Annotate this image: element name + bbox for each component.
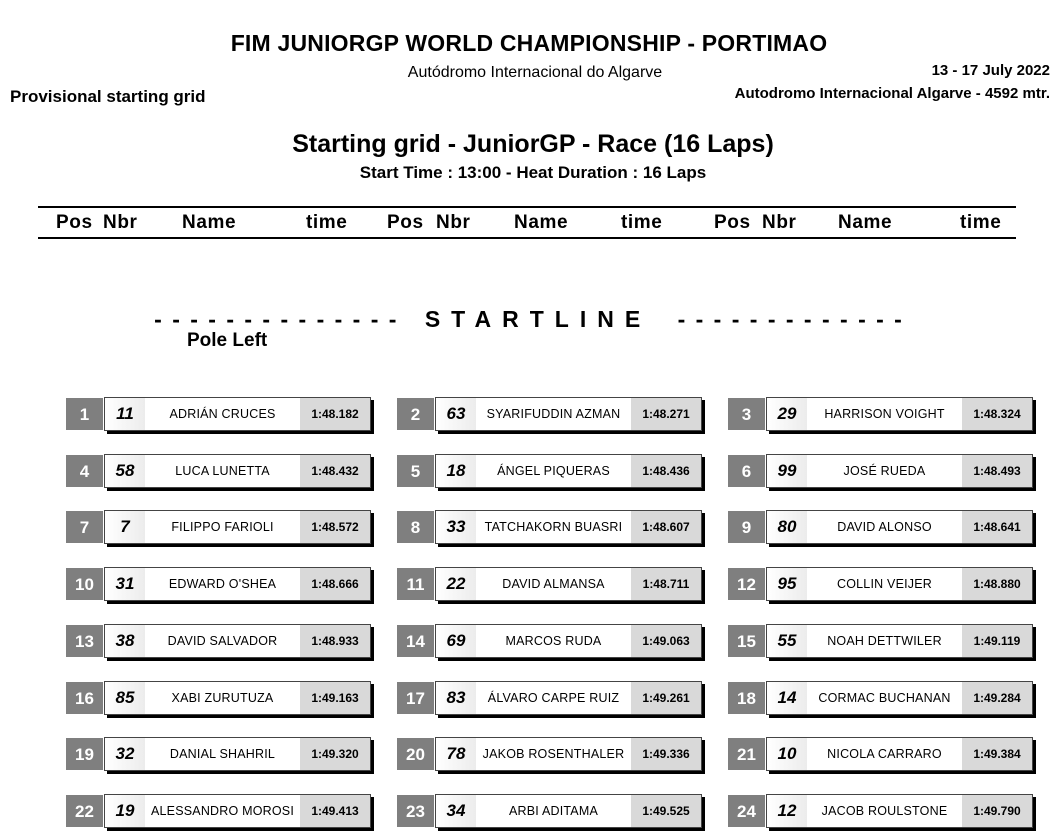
grid-slot bbox=[728, 510, 1034, 546]
rider-card bbox=[766, 454, 1033, 488]
grid-slot bbox=[66, 454, 372, 490]
rider-name: COLLIN VEIJER bbox=[837, 577, 932, 591]
grid-slot bbox=[728, 454, 1034, 490]
col-pos-2: Pos bbox=[387, 212, 424, 233]
col-time-2: time bbox=[621, 212, 663, 233]
session-title: Starting grid - JuniorGP - Race (16 Laps) bbox=[292, 130, 774, 158]
rider-name: ARBI ADITAMA bbox=[509, 804, 598, 818]
grid-position: 8 bbox=[397, 511, 434, 543]
grid-position: 6 bbox=[728, 455, 765, 487]
rider-card bbox=[435, 681, 702, 715]
rider-name: JACOB ROULSTONE bbox=[821, 804, 948, 818]
grid-position: 9 bbox=[728, 511, 765, 543]
grid-position: 10 bbox=[66, 568, 103, 600]
rider-number: 31 bbox=[105, 568, 145, 600]
rider-number: 32 bbox=[105, 738, 145, 770]
rider-card bbox=[104, 681, 371, 715]
grid-slot bbox=[66, 794, 372, 830]
qualifying-time: 1:49.525 bbox=[631, 795, 701, 827]
rider-name: CORMAC BUCHANAN bbox=[818, 691, 951, 705]
rider-number: 11 bbox=[105, 398, 145, 430]
rider-card bbox=[766, 624, 1033, 658]
grid-slot bbox=[66, 737, 372, 773]
rider-name: NICOLA CARRARO bbox=[827, 747, 942, 761]
qualifying-time: 1:49.320 bbox=[300, 738, 370, 770]
pole-side-label: Pole Left bbox=[187, 330, 268, 351]
qualifying-time: 1:48.493 bbox=[962, 455, 1032, 487]
grid-position: 3 bbox=[728, 398, 765, 430]
rider-number: 38 bbox=[105, 625, 145, 657]
rider-number: 19 bbox=[105, 795, 145, 827]
grid-position: 17 bbox=[397, 682, 434, 714]
col-time-3: time bbox=[960, 212, 1002, 233]
grid-slot bbox=[397, 454, 703, 490]
qualifying-time: 1:49.119 bbox=[962, 625, 1032, 657]
col-nbr-1: Nbr bbox=[103, 212, 138, 233]
qualifying-time: 1:48.572 bbox=[300, 511, 370, 543]
rider-name: TATCHAKORN BUASRI bbox=[484, 520, 623, 534]
rider-number: 18 bbox=[436, 455, 476, 487]
grid-slot bbox=[728, 397, 1034, 433]
startline-dashes-left: - - - - - - - - - - - - - - bbox=[154, 306, 399, 332]
grid-position: 19 bbox=[66, 738, 103, 770]
rider-number: 55 bbox=[767, 625, 807, 657]
rider-number: 34 bbox=[436, 795, 476, 827]
rider-number: 80 bbox=[767, 511, 807, 543]
grid-slot bbox=[66, 397, 372, 433]
rider-name: DANIAL SHAHRIL bbox=[169, 747, 276, 761]
rider-name: DAVID SALVADOR bbox=[167, 634, 278, 648]
grid-position: 7 bbox=[66, 511, 103, 543]
grid-position: 23 bbox=[397, 795, 434, 827]
rider-name: DAVID ALONSO bbox=[837, 520, 932, 534]
qualifying-time: 1:48.711 bbox=[631, 568, 701, 600]
rider-number: 22 bbox=[436, 568, 476, 600]
qualifying-time: 1:48.436 bbox=[631, 455, 701, 487]
grid-slot bbox=[397, 510, 703, 546]
grid-position: 20 bbox=[397, 738, 434, 770]
grid-position: 16 bbox=[66, 682, 103, 714]
grid-position: 15 bbox=[728, 625, 765, 657]
rider-number: 10 bbox=[767, 738, 807, 770]
grid-position: 2 bbox=[397, 398, 434, 430]
rider-number: 83 bbox=[436, 682, 476, 714]
grid-slot bbox=[397, 737, 703, 773]
rider-name: EDWARD O'SHEA bbox=[168, 577, 277, 591]
rider-card bbox=[104, 567, 371, 601]
rider-name: MARCOS RUDA bbox=[505, 634, 602, 648]
qualifying-time: 1:48.607 bbox=[631, 511, 701, 543]
rider-name: JOSÉ RUEDA bbox=[843, 464, 926, 478]
rider-name: DAVID ALMANSA bbox=[502, 577, 605, 591]
rider-card bbox=[104, 624, 371, 658]
rider-name: LUCA LUNETTA bbox=[175, 464, 270, 478]
col-name-3: Name bbox=[838, 212, 893, 233]
rider-card bbox=[104, 454, 371, 488]
grid-slot bbox=[728, 624, 1034, 660]
rider-number: 78 bbox=[436, 738, 476, 770]
qualifying-time: 1:49.284 bbox=[962, 682, 1032, 714]
qualifying-time: 1:48.182 bbox=[300, 398, 370, 430]
rider-name: ALESSANDRO MOROSI bbox=[150, 804, 294, 818]
rider-card bbox=[766, 737, 1033, 771]
rider-card bbox=[766, 510, 1033, 544]
col-nbr-2: Nbr bbox=[436, 212, 471, 233]
rider-number: 14 bbox=[767, 682, 807, 714]
grid-position: 11 bbox=[397, 568, 434, 600]
rider-card bbox=[435, 510, 702, 544]
rider-card bbox=[435, 397, 702, 431]
rider-card bbox=[104, 737, 371, 771]
qualifying-time: 1:48.432 bbox=[300, 455, 370, 487]
session-subtitle: Start Time : 13:00 - Heat Duration : 16 Laps bbox=[359, 163, 707, 182]
rider-number: 29 bbox=[767, 398, 807, 430]
column-header-row bbox=[38, 206, 1016, 239]
rider-card bbox=[104, 397, 371, 431]
grid-slot bbox=[66, 624, 372, 660]
rider-card bbox=[104, 794, 371, 828]
qualifying-time: 1:48.324 bbox=[962, 398, 1032, 430]
rider-number: 99 bbox=[767, 455, 807, 487]
grid-slot bbox=[397, 681, 703, 717]
rider-name: ÁLVARO CARPE RUIZ bbox=[487, 691, 620, 705]
grid-slot bbox=[66, 681, 372, 717]
circuit-length: Autodromo Internacional Algarve - 4592 mtr. bbox=[734, 85, 1050, 102]
rider-card bbox=[435, 794, 702, 828]
rider-name: FILIPPO FARIOLI bbox=[171, 520, 274, 534]
qualifying-time: 1:49.790 bbox=[962, 795, 1032, 827]
grid-slot bbox=[397, 397, 703, 433]
grid-slot bbox=[66, 510, 372, 546]
qualifying-time: 1:49.413 bbox=[300, 795, 370, 827]
qualifying-time: 1:49.261 bbox=[631, 682, 701, 714]
rider-name: ADRIÁN CRUCES bbox=[169, 407, 276, 421]
rider-number: 95 bbox=[767, 568, 807, 600]
rider-name: SYARIFUDDIN AZMAN bbox=[486, 407, 621, 421]
rider-number: 69 bbox=[436, 625, 476, 657]
qualifying-time: 1:49.336 bbox=[631, 738, 701, 770]
rider-name: JAKOB ROSENTHALER bbox=[482, 747, 625, 761]
grid-slot bbox=[728, 681, 1034, 717]
startline-label: STARTLINE bbox=[424, 306, 652, 332]
qualifying-time: 1:48.666 bbox=[300, 568, 370, 600]
col-nbr-3: Nbr bbox=[762, 212, 797, 233]
grid-position: 22 bbox=[66, 795, 103, 827]
grid-position: 24 bbox=[728, 795, 765, 827]
rider-number: 85 bbox=[105, 682, 145, 714]
col-pos-3: Pos bbox=[714, 212, 751, 233]
event-dates: 13 - 17 July 2022 bbox=[931, 62, 1050, 79]
rider-card bbox=[435, 567, 702, 601]
col-pos-1: Pos bbox=[56, 212, 93, 233]
col-name-1: Name bbox=[182, 212, 237, 233]
qualifying-time: 1:48.933 bbox=[300, 625, 370, 657]
rider-card bbox=[766, 567, 1033, 601]
rider-card bbox=[766, 681, 1033, 715]
rider-card bbox=[435, 737, 702, 771]
grid-position: 12 bbox=[728, 568, 765, 600]
grid-slot bbox=[397, 567, 703, 603]
rider-number: 7 bbox=[105, 511, 145, 543]
grid-slot bbox=[397, 624, 703, 660]
grid-slot bbox=[728, 794, 1034, 830]
qualifying-time: 1:48.880 bbox=[962, 568, 1032, 600]
grid-slot bbox=[728, 567, 1034, 603]
rider-number: 33 bbox=[436, 511, 476, 543]
grid-position: 5 bbox=[397, 455, 434, 487]
rider-name: NOAH DETTWILER bbox=[827, 634, 942, 648]
page-title: FIM JUNIORGP WORLD CHAMPIONSHIP - PORTIMAO bbox=[230, 30, 828, 56]
grid-slot bbox=[728, 737, 1034, 773]
grid-position: 13 bbox=[66, 625, 103, 657]
circuit-name: Autódromo Internacional do Algarve bbox=[407, 64, 663, 81]
rider-name: XABI ZURUTUZA bbox=[171, 691, 274, 705]
startline-banner bbox=[0, 306, 1058, 333]
col-time-1: time bbox=[306, 212, 348, 233]
qualifying-time: 1:49.163 bbox=[300, 682, 370, 714]
rider-name: ÁNGEL PIQUERAS bbox=[497, 464, 610, 478]
rider-number: 63 bbox=[436, 398, 476, 430]
rider-card bbox=[766, 397, 1033, 431]
qualifying-time: 1:49.063 bbox=[631, 625, 701, 657]
grid-position: 18 bbox=[728, 682, 765, 714]
qualifying-time: 1:49.384 bbox=[962, 738, 1032, 770]
qualifying-time: 1:48.641 bbox=[962, 511, 1032, 543]
qualifying-time: 1:48.271 bbox=[631, 398, 701, 430]
rider-number: 12 bbox=[767, 795, 807, 827]
rider-card bbox=[104, 510, 371, 544]
rider-card bbox=[435, 454, 702, 488]
rider-name: HARRISON VOIGHT bbox=[824, 407, 945, 421]
grid-position: 21 bbox=[728, 738, 765, 770]
document-type: Provisional starting grid bbox=[10, 87, 206, 106]
grid-position: 14 bbox=[397, 625, 434, 657]
rider-number: 58 bbox=[105, 455, 145, 487]
grid-position: 1 bbox=[66, 398, 103, 430]
rider-card bbox=[435, 624, 702, 658]
grid-slot bbox=[66, 567, 372, 603]
rider-card bbox=[766, 794, 1033, 828]
grid-slot bbox=[397, 794, 703, 830]
col-name-2: Name bbox=[514, 212, 569, 233]
startline-dashes-right: - - - - - - - - - - - - - bbox=[677, 306, 904, 332]
grid-position: 4 bbox=[66, 455, 103, 487]
